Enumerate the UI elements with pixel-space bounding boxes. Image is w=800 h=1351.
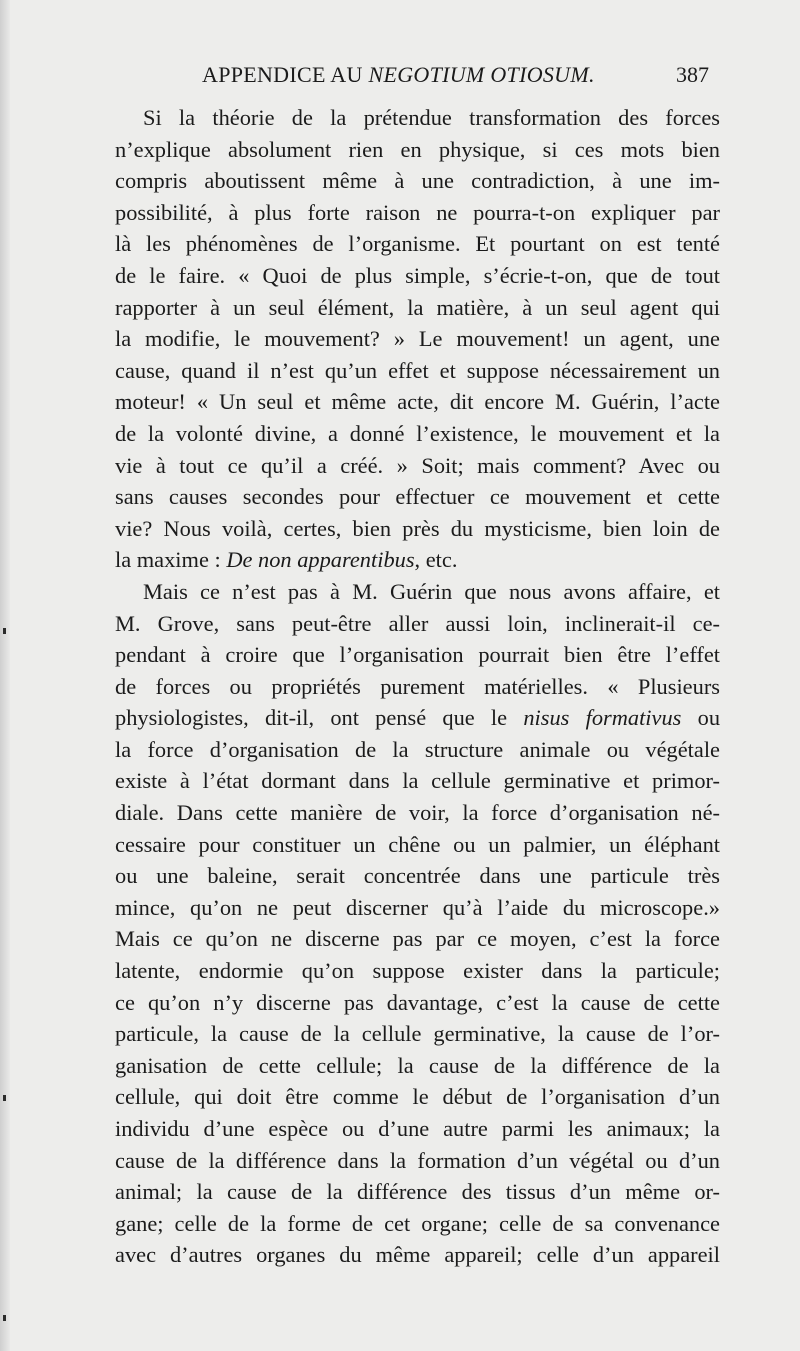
text-line: de forces ou propriétés purement matérielles. « Plusieurs	[115, 673, 720, 699]
text-line: cause de la différence dans la formation d’un végétal ou d’un	[115, 1147, 720, 1173]
margin-mark	[3, 628, 6, 634]
text-line: cessaire pour constituer un chêne ou un palmier, un éléphant	[115, 831, 720, 857]
text-line-with-italic	[115, 702, 720, 734]
text-line: Si la théorie de la prétendue transformation des forces	[143, 105, 720, 130]
text-line: Mais ce qu’on ne discerne pas par ce moyen, c’est la force	[115, 926, 720, 952]
text-line: la force d’organisation de la structure animale ou végétale	[115, 736, 720, 762]
text-line: avec d’autres organes du même appareil; celle d’un appareil	[115, 1242, 720, 1268]
text-line: vie? Nous voilà, certes, bien près du mysticisme, bien loin de	[115, 515, 720, 541]
text-fragment: la maxime :	[115, 547, 227, 573]
text-line: cellule, qui doit être comme le début de l’organisation d’un	[115, 1084, 720, 1110]
text-line: gane; celle de la forme de cet organe; celle de sa convenance	[115, 1210, 720, 1236]
text-line: latente, endormie qu’on suppose exister dans la particule;	[115, 958, 720, 984]
running-head-title: NEGOTIUM OTIOSUM.	[368, 62, 595, 87]
text-line: de la volonté divine, a donné l’existence, le mouvement et la	[115, 420, 720, 446]
text-line: Mais ce n’est pas à M. Guérin que nous avons affaire, et	[143, 578, 720, 604]
text-line: M. Grove, sans peut-être aller aussi loin, inclinerait-il ce-	[115, 610, 720, 636]
page-gutter-shadow	[0, 0, 10, 1351]
text-fragment: ou	[681, 705, 721, 731]
text-line: particule, la cause de la cellule germinative, la cause de l’or-	[115, 1021, 720, 1047]
text-line: individu d’une espèce ou d’une autre parmi les animaux; la	[115, 1116, 720, 1141]
text-line: existe à l’état dormant dans la cellule germinative et primor-	[115, 768, 720, 794]
italic-phrase: nisus formativus	[523, 705, 682, 731]
text-line: diale. Dans cette manière de voir, la force d’organisation né-	[115, 800, 720, 826]
margin-mark	[3, 1315, 6, 1321]
text-line: moteur! « Un seul et même acte, dit encore M. Guérin, l’acte	[115, 389, 720, 415]
text-line: de le faire. « Quoi de plus simple, s’écrie-t-on, que de tout	[115, 262, 720, 288]
text-line: pendant à croire que l’organisation pourrait bien être l’effet	[115, 642, 720, 668]
text-line: compris aboutissent même à une contradiction, à une im-	[115, 168, 720, 194]
page-number: 387	[676, 62, 709, 87]
italic-phrase: De non apparentibus	[226, 547, 415, 573]
text-line: là les phénomènes de l’organisme. Et pourtant on est tenté	[115, 231, 720, 257]
text-line: ganisation de cette cellule; la cause de la différence de la	[115, 1052, 720, 1078]
text-line: vie à tout ce qu’il a créé. » Soit; mais comment? Avec ou	[115, 452, 720, 478]
text-fragment: physiologistes, dit-il, ont pensé que le	[115, 705, 524, 731]
text-line: ce qu’on n’y discerne pas davantage, c’est la cause de cette	[115, 989, 720, 1015]
margin-mark	[3, 1095, 6, 1101]
page-header	[0, 62, 800, 96]
text-fragment: , etc.	[414, 547, 458, 573]
text-line: ou une baleine, serait concentrée dans une particule très	[115, 863, 720, 889]
running-head	[202, 62, 595, 88]
text-line: sans causes secondes pour effectuer ce mouvement et cette	[115, 484, 720, 510]
text-line: n’explique absolument rien en physique, si ces mots bien	[115, 136, 720, 162]
text-line: la modifie, le mouvement? » Le mouvement! un agent, une	[115, 326, 720, 352]
text-line-with-italic	[115, 544, 720, 576]
body-text	[115, 102, 720, 1271]
text-line: animal; la cause de la différence des tissus d’un même or-	[115, 1179, 720, 1205]
text-line: cause, quand il n’est qu’un effet et suppose nécessairement un	[115, 357, 720, 383]
text-line: possibilité, à plus forte raison ne pourra-t-on expliquer par	[115, 199, 720, 225]
text-line: mince, qu’on ne peut discerner qu’à l’aide du microscope.»	[115, 894, 720, 920]
running-head-prefix: APPENDICE AU	[202, 62, 369, 87]
text-line: rapporter à un seul élément, la matière, à un seul agent qui	[115, 294, 720, 320]
